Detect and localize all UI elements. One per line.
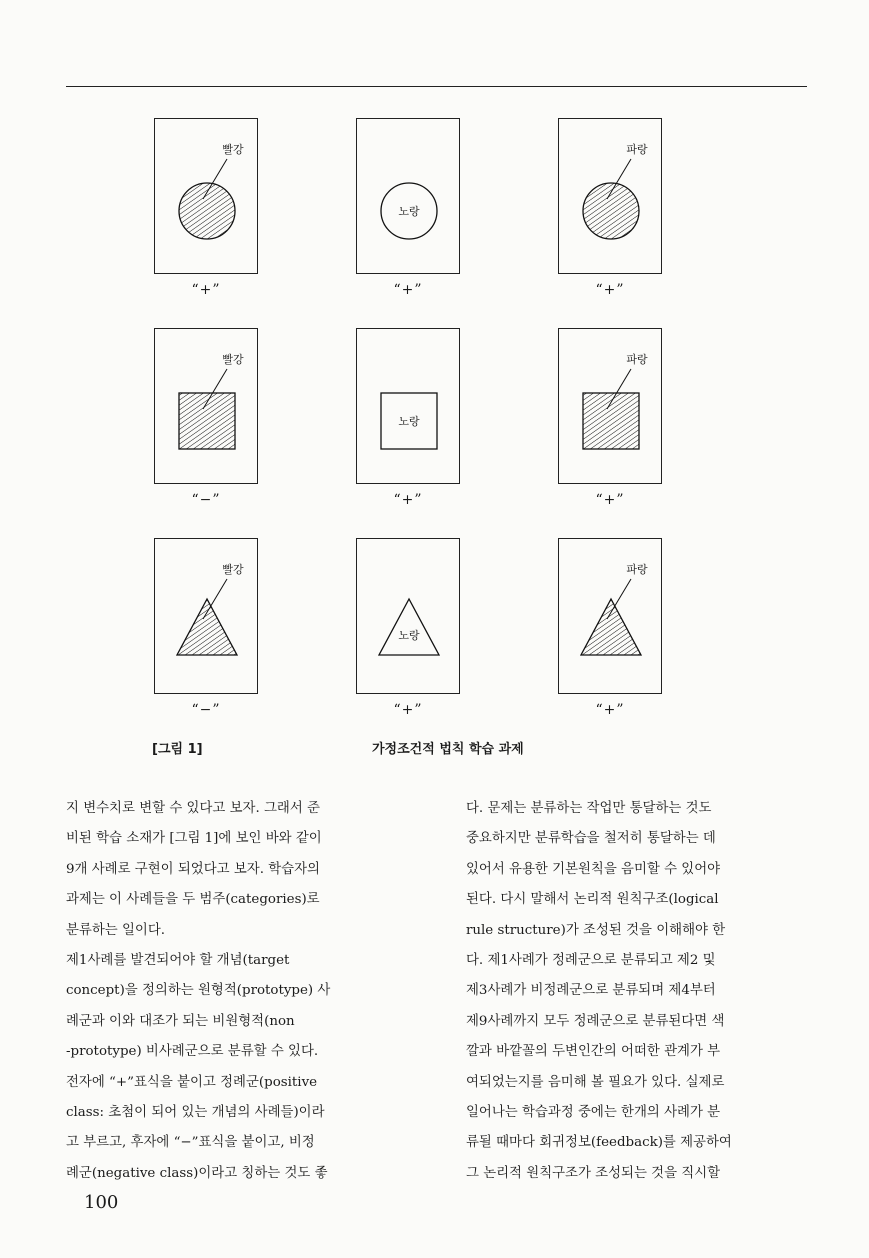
- figure-panel: [356, 118, 460, 298]
- body-text-line: 일어나는 학습과정 중에는 한개의 사례가 분: [466, 1105, 721, 1121]
- figure-panel: [356, 538, 460, 718]
- figure-shape-triangle: [581, 599, 641, 655]
- color-label: 빨강: [222, 563, 244, 576]
- figure-row: [150, 328, 670, 538]
- panel-frame: [356, 118, 460, 274]
- figure-row: [150, 118, 670, 328]
- panel-frame: [356, 328, 460, 484]
- panel-frame: [356, 538, 460, 694]
- figure-panel: [154, 328, 258, 508]
- figure-panel: [356, 328, 460, 508]
- body-text-line: 류될 때마다 회귀정보(feedback)를 제공하여: [466, 1135, 732, 1151]
- figure-panel: [558, 118, 662, 298]
- classification-mark: “−”: [191, 492, 221, 508]
- figure-caption: [150, 738, 670, 758]
- body-text-line: 여되었는지를 음미해 볼 필요가 있다. 실제로: [466, 1074, 725, 1090]
- body-text-line: 다. 문제는 분류하는 작업만 통달하는 것도: [466, 801, 712, 816]
- figure-row: [150, 538, 670, 748]
- body-text-line: 된다. 다시 말해서 논리적 원칙구조(logical: [466, 892, 719, 908]
- color-label: 노랑: [398, 629, 420, 642]
- body-text-line: 다. 제1사례가 정례군으로 분류되고 제2 및: [466, 953, 716, 969]
- classification-mark: “+”: [595, 702, 625, 718]
- body-text-line: 9개 사례로 구현이 되었다고 보자. 학습자의: [66, 861, 320, 877]
- body-text-line: 깔과 바깥꼴의 두변인간의 어떠한 관계가 부: [466, 1044, 721, 1060]
- figure-panel: [558, 328, 662, 508]
- body-text-line: 분류하는 일이다.: [66, 922, 166, 938]
- body-text-line: -prototype) 비사례군으로 분류할 수 있다.: [66, 1044, 319, 1060]
- body-text-line: 례군(negative class)이라고 칭하는 것도 좋: [66, 1165, 328, 1181]
- panel-drawing: [559, 539, 663, 695]
- classification-mark: “+”: [393, 492, 423, 508]
- body-text-line: 중요하지만 분류학습을 철저히 통달하는 데: [466, 831, 716, 847]
- figure-panel: [154, 118, 258, 298]
- figure-caption-number: [그림 1]: [152, 742, 203, 757]
- header-rule: [66, 86, 807, 87]
- body-text-line: 제3사례가 비정례군으로 분류되며 제4부터: [466, 983, 716, 999]
- panel-drawing: [357, 329, 461, 485]
- panel-frame: [154, 328, 258, 484]
- color-label: 파랑: [626, 563, 648, 576]
- classification-mark: “−”: [191, 702, 221, 718]
- panel-drawing: [357, 119, 461, 275]
- page-number: 100: [84, 1192, 119, 1213]
- panel-drawing: [559, 119, 663, 275]
- body-text-line: 고 부르고, 후자에 “−”표식을 붙이고, 비정: [66, 1135, 315, 1151]
- body-text-line: rule structure)가 조성된 것을 이해해야 한: [466, 922, 726, 938]
- figure-caption-title: 가정조건적 법칙 학습 과제: [372, 742, 524, 757]
- body-text-line: 전자에 “+”표식을 붙이고 정례군(positive: [66, 1074, 318, 1090]
- panel-drawing: [559, 329, 663, 485]
- color-label: 노랑: [398, 205, 420, 218]
- figure-panel: [154, 538, 258, 718]
- classification-mark: “+”: [393, 702, 423, 718]
- color-label: 파랑: [626, 353, 648, 366]
- panel-drawing: [155, 119, 259, 275]
- body-text-line: 비된 학습 소재가 [그림 1]에 보인 바와 같이: [66, 831, 322, 847]
- panel-frame: [558, 328, 662, 484]
- body-text-line: 과제는 이 사례들을 두 범주(categories)로: [66, 892, 320, 908]
- body-text-line: 지 변수치로 변할 수 있다고 보자. 그래서 준: [66, 801, 320, 816]
- color-label: 빨강: [222, 353, 244, 366]
- figure-grid: [150, 118, 670, 748]
- panel-drawing: [155, 539, 259, 695]
- panel-frame: [558, 538, 662, 694]
- body-text-line: 례군과 이와 대조가 되는 비원형적(non: [66, 1013, 295, 1029]
- classification-mark: “+”: [191, 282, 221, 298]
- body-text-line: 있어서 유용한 기본원칙을 음미할 수 있어야: [466, 861, 721, 877]
- panel-frame: [154, 118, 258, 274]
- body-text-line: 제1사례를 발견되어야 할 개념(target: [66, 953, 290, 969]
- panel-frame: [558, 118, 662, 274]
- body-text-line: class: 초첨이 되어 있는 개념의 사례들)이라: [66, 1105, 325, 1121]
- color-label: 노랑: [398, 415, 420, 428]
- color-label: 빨강: [222, 143, 244, 156]
- classification-mark: “+”: [595, 492, 625, 508]
- color-label: 파랑: [626, 143, 648, 156]
- body-text-line: 그 논리적 원칙구조가 조성되는 것을 직시할: [466, 1165, 721, 1181]
- classification-mark: “+”: [393, 282, 423, 298]
- body-text-line: 제9사례까지 모두 정례군으로 분류된다면 색: [466, 1013, 725, 1029]
- panel-drawing: [357, 539, 461, 695]
- figure-shape-triangle: [177, 599, 237, 655]
- figure-panel: [558, 538, 662, 718]
- panel-drawing: [155, 329, 259, 485]
- panel-frame: [154, 538, 258, 694]
- body-text-line: concept)을 정의하는 원형적(prototype) 사: [66, 983, 331, 999]
- body-column-left: [66, 794, 406, 1189]
- body-column-right: [466, 794, 806, 1189]
- classification-mark: “+”: [595, 282, 625, 298]
- figure-shape-triangle: [379, 599, 439, 655]
